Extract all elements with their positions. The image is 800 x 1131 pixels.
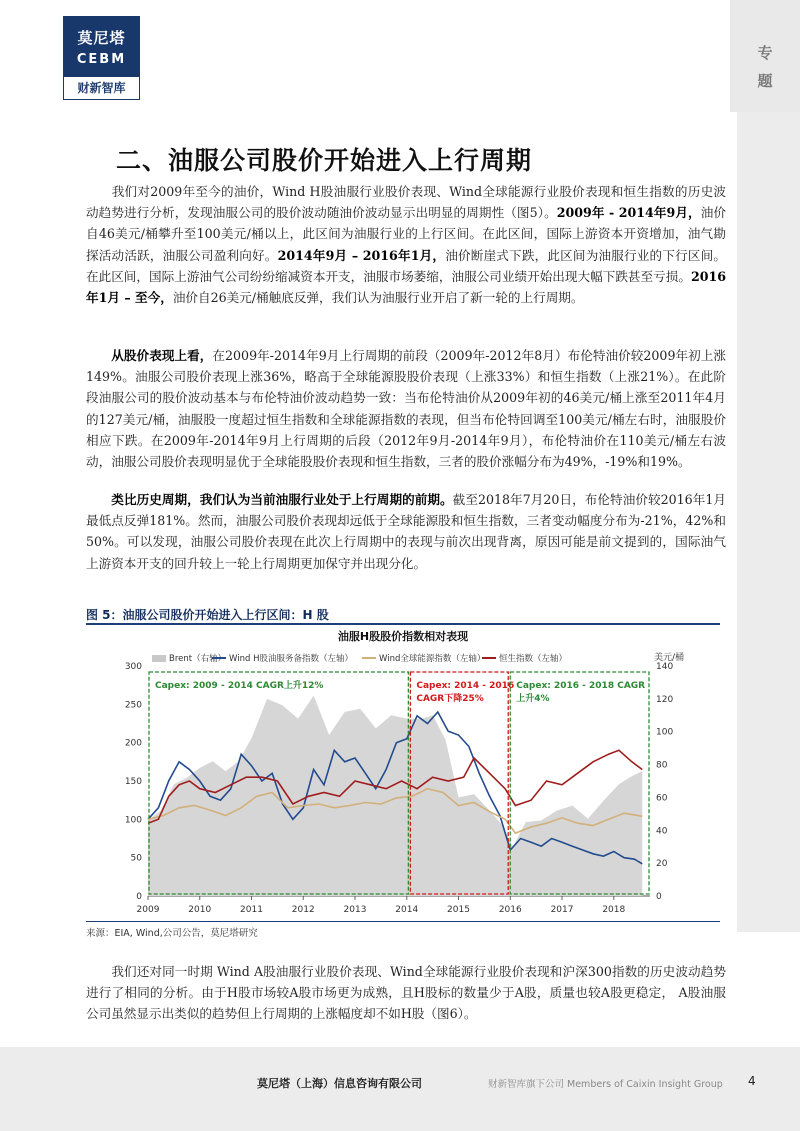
x-tick-label: 2014 xyxy=(395,905,419,915)
capex-label-line1-0: Capex: 2009 - 2014 CAGR上升12% xyxy=(155,681,324,691)
left-tick-label: 250 xyxy=(124,700,142,711)
figure-top-rule xyxy=(86,623,720,625)
paragraph-2 xyxy=(86,345,726,472)
legend-label-0: Brent（右轴） xyxy=(169,654,227,664)
brent-area xyxy=(148,696,642,896)
legend-swatch-0 xyxy=(152,655,166,662)
capex-label-line1-2: Capex: 2016 - 2018 CAGR xyxy=(516,681,646,691)
side-strip xyxy=(737,112,800,932)
paragraph-segment: 从股价表现上看， xyxy=(111,348,213,363)
x-tick-label: 2017 xyxy=(550,905,574,915)
chart-title: 油服H股股价指数相对表现 xyxy=(337,630,469,643)
chart-container xyxy=(86,628,720,920)
paragraph-segment: 油价断崖式下跌，此区间为油服行业的下行区间。在此区间，国际上游油气公司纷纷缩减资本开支，油服市场萎缩，油服公司业绩开始出现大幅下跌甚至亏损。 xyxy=(86,247,727,284)
x-tick-label: 2011 xyxy=(240,905,263,915)
x-tick-label: 2015 xyxy=(447,905,470,915)
right-tick-label: 120 xyxy=(656,694,674,705)
logo-sub-text: 财新智库 xyxy=(64,77,139,99)
capex-label-line2-2: 上升4% xyxy=(516,694,550,704)
logo-cn-text: 莫尼塔 xyxy=(77,29,126,47)
paragraph-segment: 油价自26美元/桶触底反弹，我们认为油服行业开启了新一轮的上行周期。 xyxy=(172,290,584,306)
footer-company: 莫尼塔（上海）信息咨询有限公司 xyxy=(257,1077,422,1090)
capex-label-line1-1: Capex: 2014 - 2016 xyxy=(416,681,515,691)
paragraph-segment: 在2009年-2014年9月上行周期的前段（2009年-2012年8月）布伦特油价较2009年初上涨149%。油服公司股价表现上涨36%，略高于全球能源股股价表现（上涨33%）和恒生指数（上涨21%）。在此阶段油服公司的股价波动基本与布伦特油价波动趋势一致：当布伦特油价从2009年初的46美元/桶上涨至2011年4月的127美元/桶，油服股一度超过恒生指数和全球能源指数的表现，但当布伦特回调至100美元/桶左右时，油服股价相应下跌。在2009年-2014年9月上行周期的后段（2012年9月-2014年9月），布伦特油价在110美元/桶左右波动，油服公司股价表现明显优于全球能股股价表现和恒生指数，三者的股价涨幅分布为49%，-19%和19%。 xyxy=(86,348,727,470)
right-tick-label: 80 xyxy=(656,760,668,771)
paragraph-segment: 我们对2009年至今的油价，Wind H股油服行业股价表现、Wind全球能源行业股价表现和恒生指数的历史波动趋势进行分析，发现油服公司的股价波动随油价波动显示出明显的周期性（图5）。 xyxy=(86,184,727,221)
figure-caption: 图 5：油服公司股价开始进入上行区间：H 股 xyxy=(86,608,329,622)
paragraph-segment: 2016年1月 – 至今， xyxy=(86,268,726,306)
page-footer xyxy=(0,1047,800,1131)
paragraph-segment: 2014年9月 – 2016年1月， xyxy=(277,247,446,263)
left-tick-label: 0 xyxy=(136,892,142,902)
legend-label-3: 恒生指数（左轴） xyxy=(499,654,568,664)
figure-bottom-rule xyxy=(86,921,720,922)
paragraph-segment: 2009年 - 2014年9月， xyxy=(556,205,701,221)
right-tick-label: 20 xyxy=(656,859,668,870)
left-tick-label: 150 xyxy=(124,777,142,787)
page-number: 4 xyxy=(748,1074,756,1088)
left-tick-label: 100 xyxy=(124,815,142,826)
chart-svg xyxy=(86,628,720,920)
paragraph-segment: 截至2018年7月20日，布伦特油价较2016年1月最低点反弹181%。然而，油服公司股价表现却远低于全球能源股和恒生指数，三者变动幅度分布为-21%，42%和50%。可以发现，油服公司股价表现在此次上行周期中的表现与前次出现背离，原因可能是前文提到的，国际油气上游资本开支的回升较上一轮上行周期更加保守并出现分化。 xyxy=(86,492,727,571)
paragraph-1 xyxy=(86,181,726,308)
left-tick-label: 50 xyxy=(130,853,142,864)
x-tick-label: 2012 xyxy=(291,905,315,915)
paragraph-3 xyxy=(86,489,726,574)
right-tick-label: 0 xyxy=(656,892,662,902)
left-tick-label: 200 xyxy=(124,738,142,749)
section-tag-char-2: 题 xyxy=(757,72,773,90)
legend-label-1: Wind H股油服务备指数（左轴） xyxy=(229,654,353,664)
left-tick-label: 300 xyxy=(124,662,142,672)
footer-member: 财新智库旗下公司 Members of Caixin Insight Group xyxy=(488,1079,723,1090)
right-tick-label: 100 xyxy=(656,727,674,738)
section-tag-char-1: 专 xyxy=(757,44,773,62)
x-tick-label: 2018 xyxy=(602,905,626,915)
section-tag xyxy=(730,0,800,112)
paragraph-segment: 油价自46美元/桶攀升至100美元/桶以上，此区间为油服行业的上行区间。在此区间，国际上游资本开资增加，油气勘探活动活跃，油服公司盈利向好。 xyxy=(86,205,726,263)
paragraph-4 xyxy=(86,961,726,1025)
x-tick-label: 2010 xyxy=(188,905,212,915)
section-title: 二、油服公司股价开始进入上行周期 xyxy=(116,146,533,175)
capex-label-line2-1: CAGR下降25% xyxy=(416,694,484,704)
paragraph-segment: 我们还对同一时期 Wind A股油服行业股价表现、Wind全球能源行业股价表现和沪深300指数的历史波动趋势进行了相同的分析。由于H股市场较A股市场更为成熟，且H股标的数量少于A股，质量也较A股更稳定， A股油服公司虽然显示出类似的趋势但上行周期的上涨幅度却不如H股（图6）。 xyxy=(86,964,726,1022)
right-tick-label: 140 xyxy=(656,662,674,672)
logo-en-text: CEBM xyxy=(76,52,127,67)
x-tick-label: 2013 xyxy=(343,905,367,915)
right-tick-label: 60 xyxy=(656,793,668,804)
legend-label-2: Wind全球能源指数（左轴） xyxy=(379,654,486,664)
paragraph-segment: 类比历史周期，我们认为当前油服行业处于上行周期的前期。 xyxy=(111,492,453,507)
company-logo xyxy=(63,16,140,100)
x-tick-label: 2009 xyxy=(136,905,160,915)
x-tick-label: 2016 xyxy=(498,905,522,915)
figure-source: 来源：EIA, Wind,公司公告，莫尼塔研究 xyxy=(86,928,258,939)
right-axis-unit: 美元/桶 xyxy=(654,653,685,663)
right-tick-label: 40 xyxy=(656,826,668,837)
